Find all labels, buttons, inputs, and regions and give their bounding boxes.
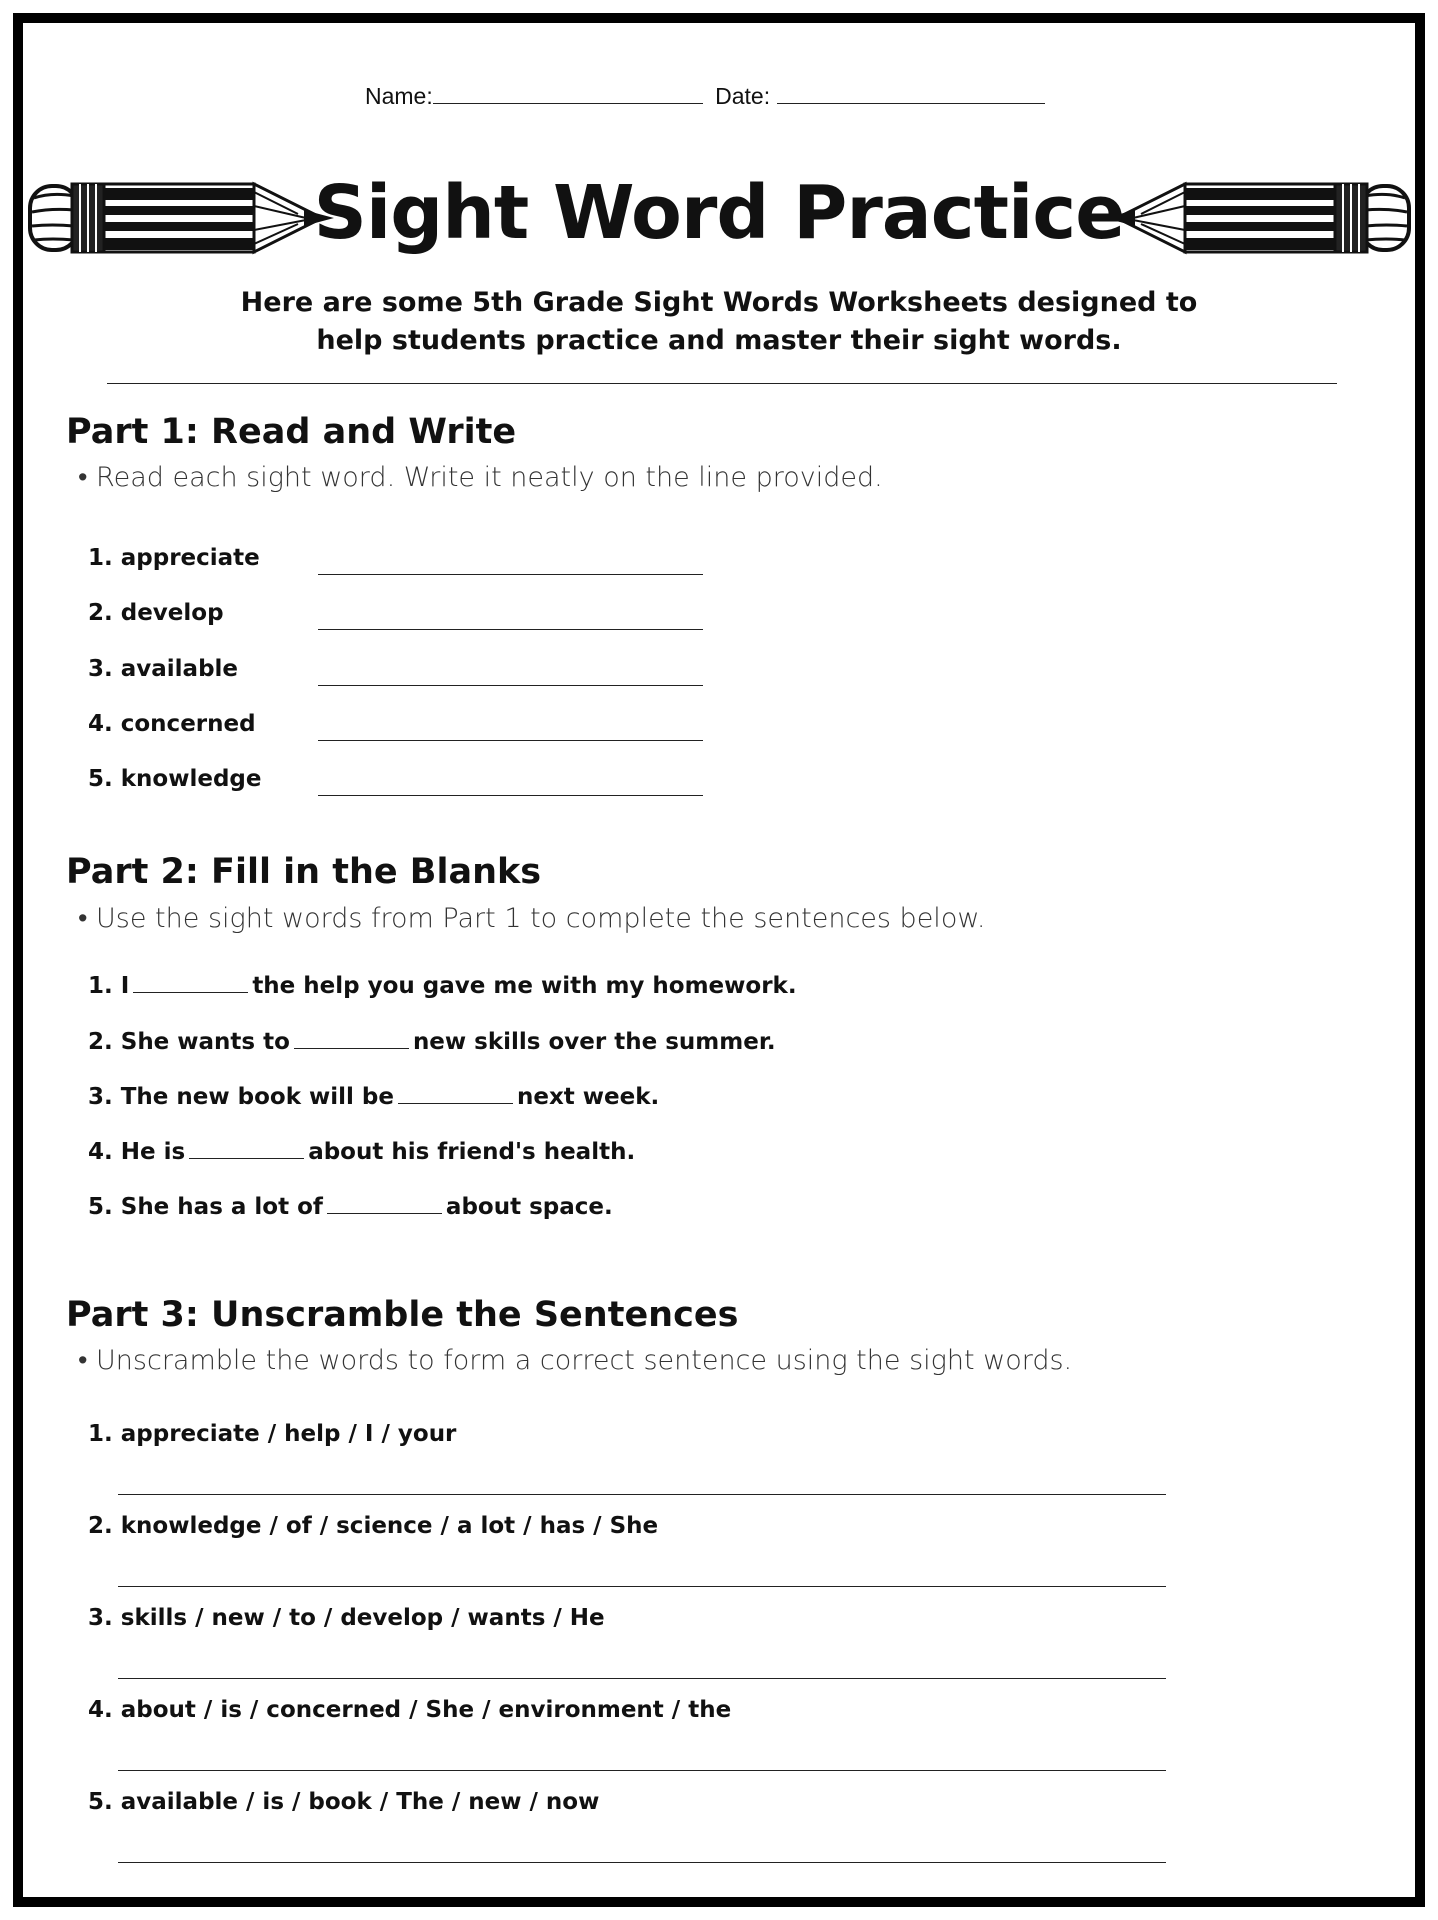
part1-item: 1. appreciate — [88, 545, 260, 571]
answer-line[interactable] — [318, 629, 703, 630]
sentence-start: 1. I — [88, 973, 130, 999]
fill-blank-sentence — [88, 1194, 613, 1220]
fill-blank[interactable] — [398, 1085, 513, 1104]
part1-item: 5. knowledge — [88, 766, 262, 792]
part1-item: 2. develop — [88, 600, 224, 626]
part1-instruction: • Read each sight word. Write it neatly on the line provided. — [78, 462, 883, 493]
scrambled-sentence: 2. knowledge / of / science / a lot / has / She — [88, 1513, 659, 1539]
intro-line-1: Here are some 5th Grade Sight Words Worksheets designed to — [240, 287, 1198, 318]
fill-blank-sentence — [88, 973, 797, 999]
sentence-end: new skills over the summer. — [412, 1029, 776, 1055]
sentence-end: next week. — [517, 1084, 660, 1110]
sentence-start: 5. She has a lot of — [88, 1194, 323, 1220]
sentence-end: about his friend's health. — [308, 1139, 636, 1165]
intro-line-2: help students practice and master their sight words. — [316, 325, 1122, 356]
part2-title: Part 2: Fill in the Blanks — [66, 852, 542, 892]
fill-blank[interactable] — [133, 974, 248, 993]
answer-line[interactable] — [118, 1678, 1166, 1679]
part1-title: Part 1: Read and Write — [66, 412, 517, 452]
date-blank[interactable] — [777, 85, 1045, 104]
scrambled-sentence: 4. about / is / concerned / She / environment / the — [88, 1697, 732, 1723]
intro-text — [0, 284, 1438, 360]
part3-title: Part 3: Unscramble the Sentences — [66, 1295, 739, 1335]
divider — [107, 383, 1337, 384]
answer-line[interactable] — [118, 1494, 1166, 1495]
name-blank[interactable] — [433, 85, 703, 104]
answer-line[interactable] — [118, 1862, 1166, 1863]
answer-line[interactable] — [118, 1586, 1166, 1587]
date-label: Date: — [715, 83, 771, 109]
scrambled-sentence: 5. available / is / book / The / new / now — [88, 1789, 600, 1815]
answer-line[interactable] — [318, 574, 703, 575]
scrambled-sentence: 3. skills / new / to / develop / wants / He — [88, 1605, 605, 1631]
answer-line[interactable] — [318, 740, 703, 741]
fill-blank-sentence — [88, 1139, 635, 1165]
page-title: Sight Word Practice — [313, 170, 1125, 256]
fill-blank[interactable] — [189, 1140, 304, 1159]
fill-blank[interactable] — [327, 1195, 442, 1214]
name-label: Name: — [365, 83, 433, 109]
part3-instruction: • Unscramble the words to form a correct sentence using the sight words. — [78, 1345, 1073, 1376]
sentence-start: 2. She wants to — [88, 1029, 290, 1055]
answer-line[interactable] — [318, 795, 703, 796]
part2-instruction: • Use the sight words from Part 1 to complete the sentences below. — [78, 903, 986, 934]
fill-blank-sentence — [88, 1084, 659, 1110]
part1-item: 4. concerned — [88, 711, 256, 737]
fill-blank-sentence — [88, 1029, 776, 1055]
sentence-end: about space. — [445, 1194, 613, 1220]
sentence-start: 4. He is — [88, 1139, 186, 1165]
scrambled-sentence: 1. appreciate / help / I / your — [88, 1421, 457, 1447]
name-date-row — [365, 83, 1045, 110]
answer-line[interactable] — [318, 685, 703, 686]
sentence-start: 3. The new book will be — [88, 1084, 394, 1110]
part1-item: 3. available — [88, 656, 239, 682]
sentence-end: the help you gave me with my homework. — [252, 973, 797, 999]
fill-blank[interactable] — [294, 1030, 409, 1049]
answer-line[interactable] — [118, 1770, 1166, 1771]
